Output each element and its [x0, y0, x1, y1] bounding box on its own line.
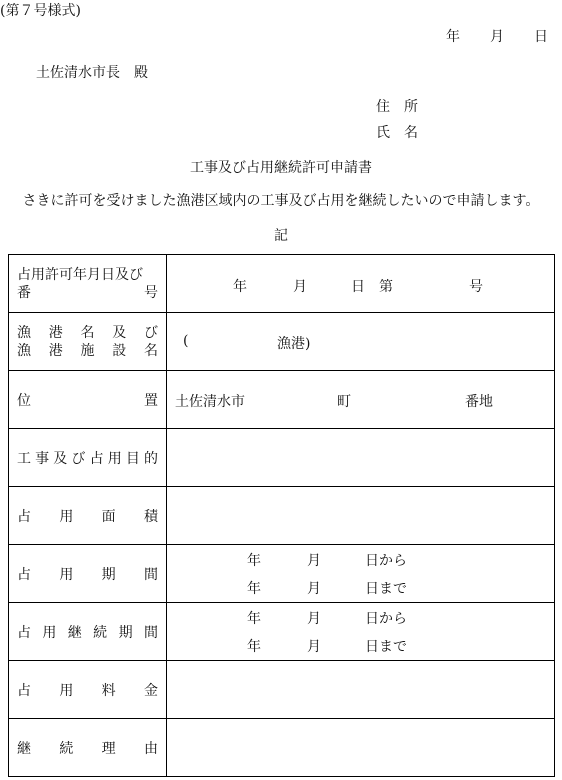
row-label-area: [9, 487, 167, 545]
label-char: 占: [17, 682, 31, 699]
row-label-port: [9, 313, 167, 371]
label-char: 用: [59, 508, 74, 525]
table-row: [9, 429, 555, 487]
label-char: 号: [144, 284, 158, 301]
fee-field[interactable]: [167, 661, 555, 719]
label-char: 施: [80, 342, 95, 359]
label-char: 的: [143, 450, 158, 467]
period-from-month: 月: [307, 553, 321, 569]
cont-to-month: 月: [307, 639, 321, 655]
label-char: 間: [143, 566, 158, 583]
table-row: [9, 255, 555, 313]
period-field[interactable]: [167, 545, 555, 603]
permit-day: 日: [351, 279, 365, 295]
period-from-suffix: 日から: [365, 553, 407, 569]
cont-from-year: 年: [247, 611, 261, 627]
port-name-field[interactable]: [167, 313, 555, 371]
period-to-year: 年: [247, 581, 261, 597]
label-char: 占: [89, 450, 104, 467]
port-suffix: 漁港): [277, 336, 311, 352]
location-city: 土佐清水市: [175, 394, 245, 410]
label-char: 置: [144, 392, 158, 409]
label-char: 理: [101, 740, 116, 757]
label-char: 目: [125, 450, 140, 467]
row-label-continuation-period: [9, 603, 167, 661]
label-char: 面: [101, 508, 116, 525]
date-line: [446, 26, 548, 46]
label-char: 積: [143, 508, 158, 525]
label-char: 金: [143, 682, 158, 699]
intro-text: さきに許可を受けました漁港区域内の工事及び占用を継続したいので申請します。: [22, 193, 540, 209]
label-char: 継: [17, 740, 31, 757]
label-char: 用: [42, 624, 57, 641]
date-year: 年: [446, 29, 460, 45]
label-char: 間: [143, 624, 158, 641]
label-char: 漁: [17, 324, 31, 341]
purpose-field[interactable]: [167, 429, 555, 487]
continuation-period-field[interactable]: [167, 603, 555, 661]
label-char: 漁: [17, 342, 31, 359]
label-char: 料: [101, 682, 116, 699]
label-char: び: [71, 450, 86, 467]
permit-year: 年: [233, 279, 247, 295]
reason-field[interactable]: [167, 719, 555, 777]
cont-to-suffix: 日まで: [365, 639, 407, 655]
applicant-name-label: 氏 名: [376, 125, 418, 141]
permit-go: 号: [469, 279, 483, 295]
document-title: 工事及び占用継続許可申請書: [190, 160, 372, 176]
permit-date-field[interactable]: [167, 255, 555, 313]
label-char: 継: [67, 624, 82, 641]
label-char: 期: [101, 566, 116, 583]
table-row: [9, 545, 555, 603]
cont-from-suffix: 日から: [365, 611, 407, 627]
table-row: [9, 371, 555, 429]
table-row: [9, 487, 555, 545]
table-row: [9, 719, 555, 777]
row-label-permit-date: [9, 255, 167, 313]
period-from-year: 年: [247, 553, 261, 569]
form-number: (第７号様式): [0, 3, 81, 19]
label-char: 占: [17, 508, 31, 525]
label-char: 及: [112, 324, 127, 341]
label-char: 及: [53, 450, 68, 467]
label-char: 事: [35, 450, 50, 467]
label-char: 用: [107, 450, 122, 467]
label-char: 位: [17, 392, 31, 409]
applicant-address-label: 住 所: [376, 99, 418, 115]
row-label-purpose: [9, 429, 167, 487]
label-char: 名: [144, 342, 158, 359]
label-char: 由: [143, 740, 158, 757]
label-char: 設: [112, 342, 127, 359]
label-line: 占用許可年月日及び: [17, 266, 143, 283]
table-row: [9, 661, 555, 719]
label-char: 名: [80, 324, 95, 341]
label-char: 用: [59, 682, 74, 699]
label-char: 用: [59, 566, 74, 583]
row-label-location: [9, 371, 167, 429]
label-char: 港: [48, 342, 63, 359]
ki-heading: 記: [274, 228, 288, 244]
port-paren: (: [183, 333, 189, 349]
row-label-fee: [9, 661, 167, 719]
row-label-reason: [9, 719, 167, 777]
location-town: 町: [337, 394, 351, 410]
period-to-month: 月: [307, 581, 321, 597]
addressee: 土佐清水市長 殿: [36, 65, 148, 81]
form-table: [8, 254, 555, 777]
cont-to-year: 年: [247, 639, 261, 655]
date-day: 日: [534, 29, 548, 45]
cont-from-month: 月: [307, 611, 321, 627]
label-char: 占: [17, 566, 31, 583]
area-field[interactable]: [167, 487, 555, 545]
row-label-period: [9, 545, 167, 603]
label-char: 工: [17, 450, 31, 467]
label-char: び: [144, 324, 158, 341]
permit-dai: 第: [379, 279, 393, 295]
label-char: 占: [17, 624, 31, 641]
location-field[interactable]: [167, 371, 555, 429]
label-char: 期: [118, 624, 133, 641]
label-char: 港: [48, 324, 63, 341]
permit-month: 月: [293, 279, 307, 295]
label-char: 続: [59, 740, 74, 757]
table-row: [9, 603, 555, 661]
table-row: [9, 313, 555, 371]
location-banchi: 番地: [465, 394, 493, 410]
label-char: 続: [93, 624, 108, 641]
label-char: 番: [17, 284, 31, 301]
date-month: 月: [490, 29, 504, 45]
period-to-suffix: 日まで: [365, 581, 407, 597]
